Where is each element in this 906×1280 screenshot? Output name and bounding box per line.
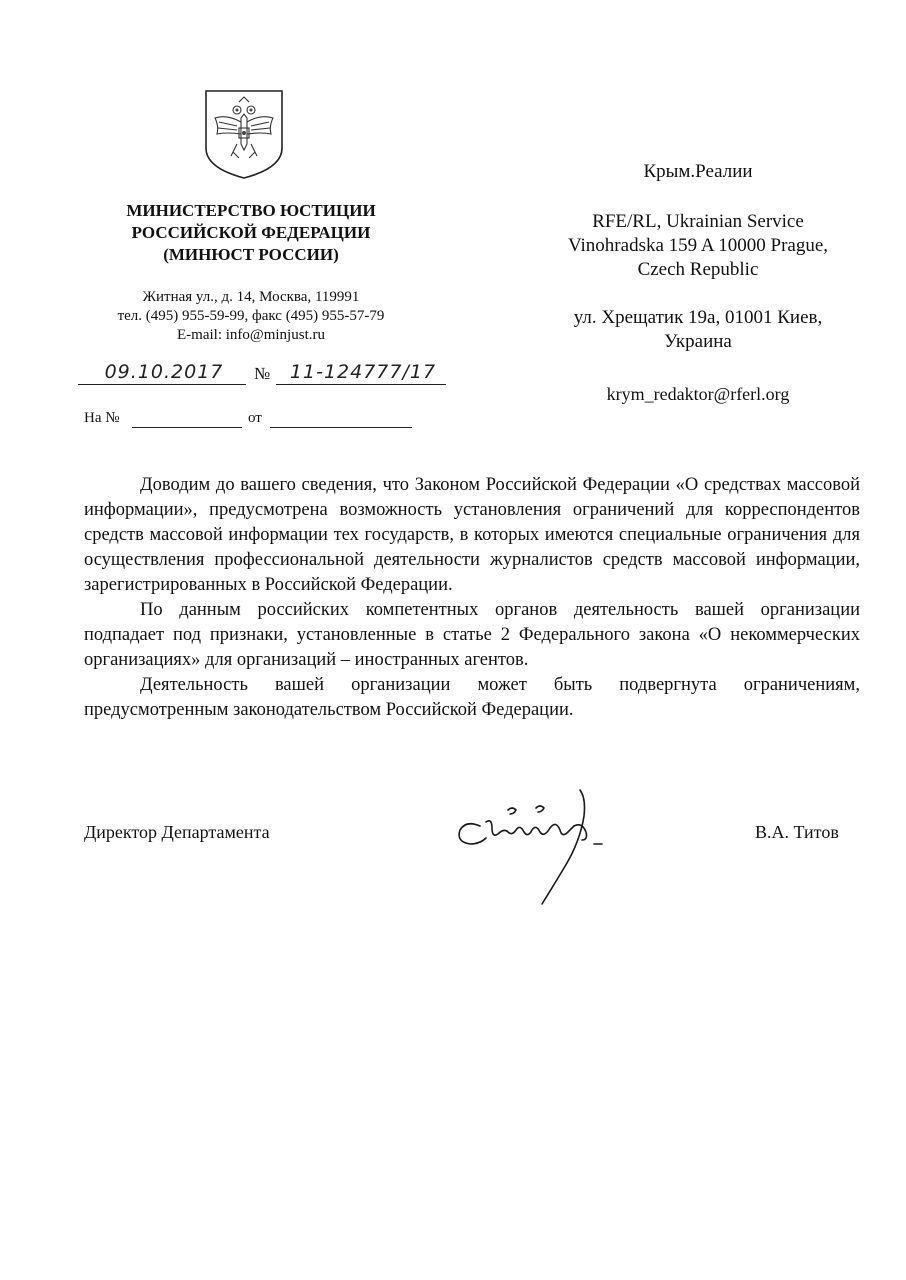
recipient-kyiv-line-1: ул. Хрещатик 19а, 01001 Киев,: [573, 307, 823, 328]
recipient-org-line-1: RFE/RL, Ukrainian Service: [592, 211, 804, 232]
recipient-name: Крым.Реалии: [643, 161, 753, 182]
signatory-title: Директор Департамента: [84, 822, 270, 842]
reference-label: На №: [84, 410, 120, 426]
reference-line: [84, 410, 424, 434]
reference-number-blank: [132, 427, 242, 428]
signatory-name: В.А. Титов: [755, 822, 839, 842]
recipient-kyiv-address: [520, 306, 876, 354]
body-paragraph: По данным российских компетентных органов деятельность вашей организации подпадает под признаки, установленные в статье 2 Федерального закона «О некоммерческих организациях» для организаций – иностранных агентов.: [84, 600, 860, 670]
coat-of-arms-icon: [203, 88, 285, 180]
ministry-phones: тел. (495) 955-59-99, факс (495) 955-57-79: [117, 308, 385, 324]
registration-number: 11-124777/17: [289, 361, 437, 383]
registration-date-underline: [78, 384, 246, 385]
body-paragraph: Доводим до вашего сведения, что Законом Российской Федерации «О средствах массовой информации», предусмотрена возможность установления ограничений для корреспондентов средств массовой информации тех государств, в которых имеются специальные ограничения для осуществления профессиональной деятельности журналистов средств массовой информации, зарегистрированных в Российской Федерации.: [84, 475, 860, 595]
ministry-email: E-mail: info@minjust.ru: [177, 327, 325, 343]
handwritten-signature-icon: [452, 782, 612, 908]
ministry-line-2: РОССИЙСКОЙ ФЕДЕРАЦИИ: [131, 223, 371, 242]
registration-line: [78, 362, 448, 388]
ministry-line-3: (МИНЮСТ РОССИИ): [163, 245, 339, 264]
letter-body: [84, 473, 860, 723]
recipient-kyiv-line-2: Украина: [664, 331, 732, 352]
recipient-org-line-2: Vinohradska 159 A 10000 Prague,: [567, 235, 829, 256]
ministry-name: [96, 200, 406, 266]
reference-date-blank: [270, 427, 412, 428]
reference-from-label: от: [248, 410, 262, 426]
recipient-org-address: [520, 210, 876, 282]
recipient-email: krym_redaktor@rferl.org: [606, 384, 790, 404]
registration-number-label: №: [254, 364, 271, 383]
recipient-org-line-3: Czech Republic: [637, 259, 759, 280]
body-paragraph: Деятельность вашей организации может быть подвергнута ограничениям, предусмотренным законодательством Российской Федерации.: [84, 675, 860, 720]
registration-number-underline: [276, 384, 446, 385]
registration-date: 09.10.2017: [104, 361, 224, 383]
ministry-line-1: МИНИСТЕРСТВО ЮСТИЦИИ: [126, 201, 376, 220]
ministry-address: Житная ул., д. 14, Москва, 119991: [142, 289, 360, 305]
ministry-contacts: [96, 288, 406, 345]
